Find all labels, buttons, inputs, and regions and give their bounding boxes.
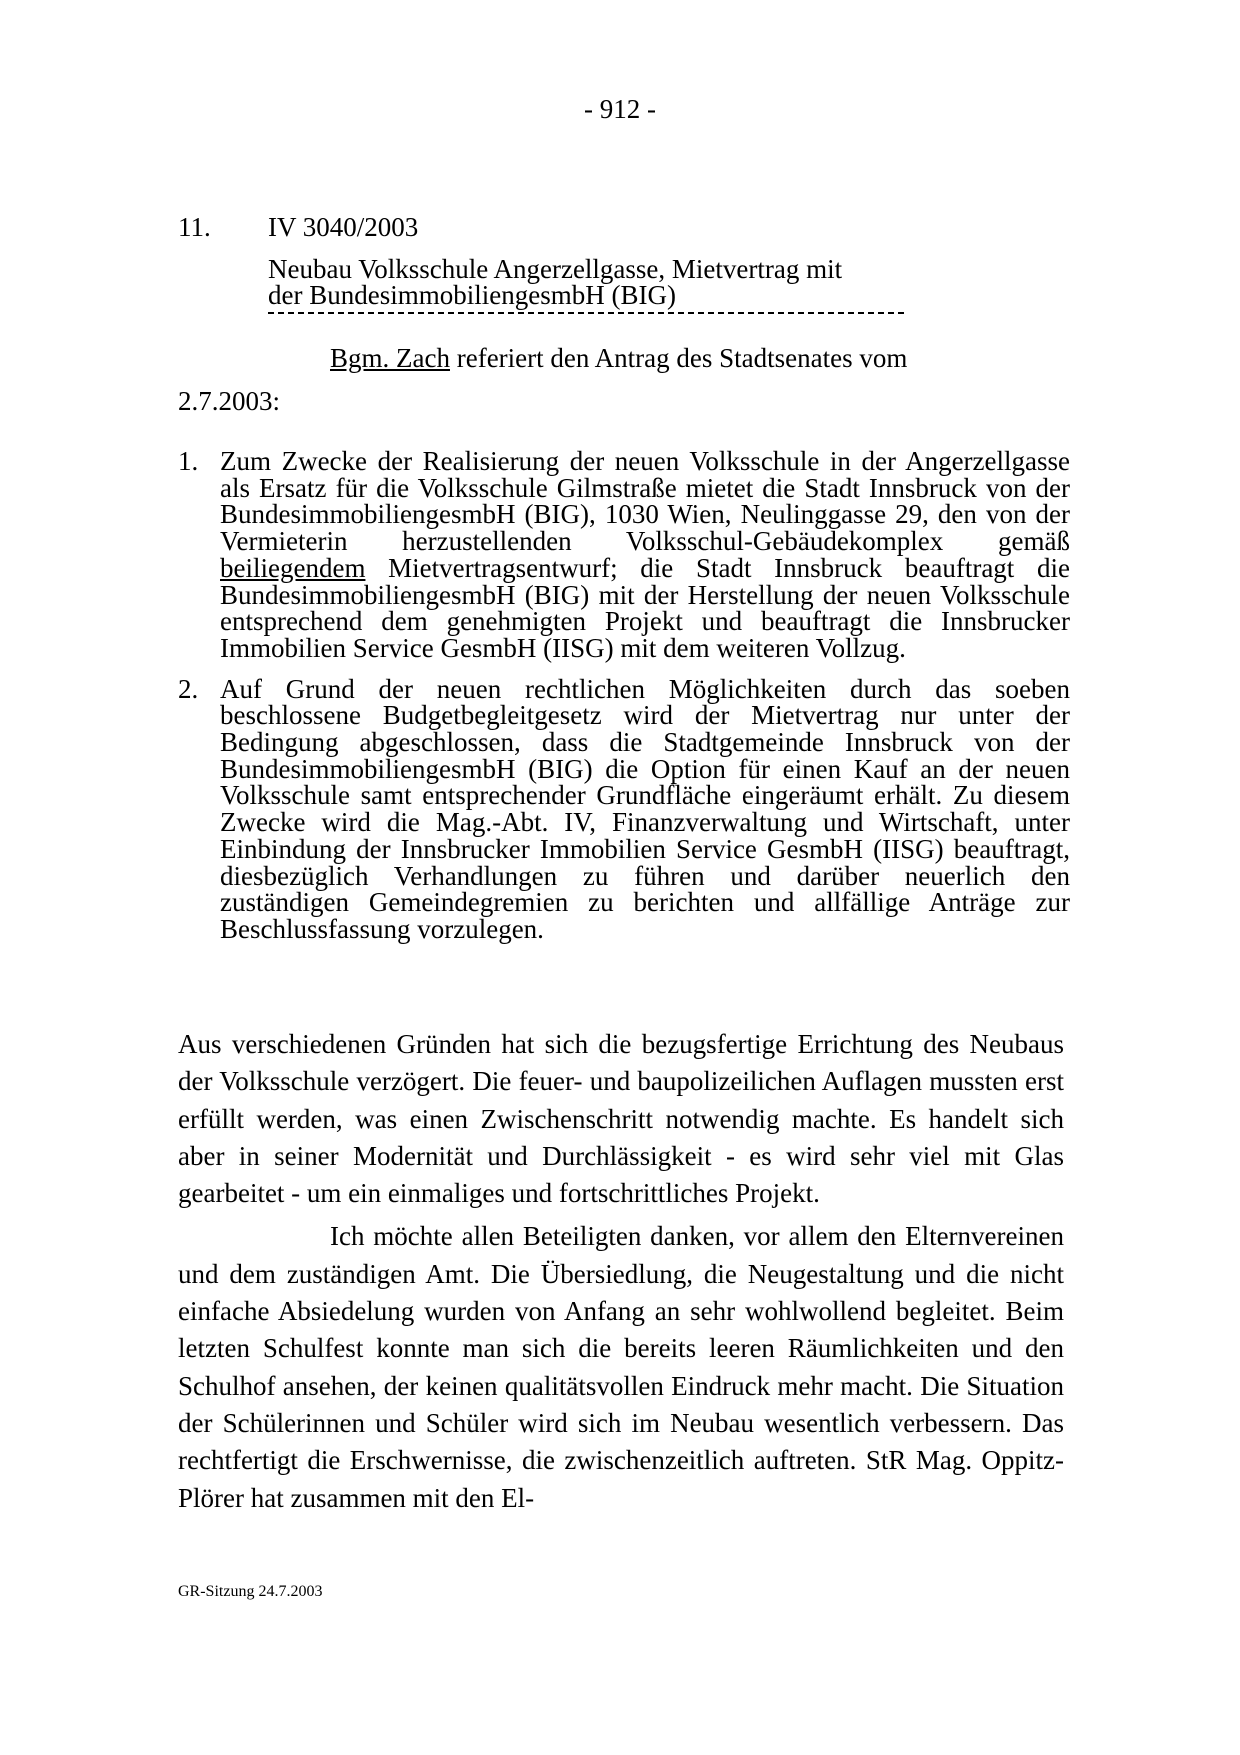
agenda-item-title bbox=[268, 256, 948, 308]
speech-body bbox=[178, 1026, 1064, 1523]
agenda-item-title-line: der BundesimmobiliengesmbH (BIG) bbox=[268, 280, 676, 310]
title-dashed-divider bbox=[268, 312, 904, 314]
agenda-item-reference: IV 3040/2003 bbox=[268, 212, 419, 242]
motion-item bbox=[178, 673, 1070, 944]
referent-name: Bgm. Zach bbox=[330, 343, 450, 373]
motion-item bbox=[178, 448, 1070, 662]
body-paragraph: Aus verschiedenen Gründen hat sich die bezugsfertige Errichtung des Neubaus der Volksschule verzögert. Die feuer- und baupolizeilichen Auflagen mussten erst erfüllt werden, was einen Zwischenschritt notwendig machte. Es handelt sich aber in seiner Modernität und Durchlässigkeit - es wird sehr viel mit Glas gearbeitet - um ein einmaliges und fortschrittliches Projekt. bbox=[178, 1029, 1064, 1209]
motion-text-part: Mietvertragsentwurf; die Stadt Innsbruck beauftragt die BundesimmobiliengesmbH (BIG) mit der Herstellung der neuen Volksschule entsprechend dem genehmigten Projekt und beauftragt die Innsbrucker Immobilien Service GesmbH (IISG) mit dem weiteren Vollzug. bbox=[220, 552, 1070, 663]
motion-underlined-word: beiliegendem bbox=[220, 552, 366, 583]
motion-date: 2.7.2003: bbox=[178, 386, 281, 416]
page-number: - 912 - bbox=[584, 94, 656, 124]
agenda-item-title-line: Neubau Volksschule Angerzellgasse, Mietvertrag mit bbox=[268, 254, 843, 284]
motion-text-part: Zum Zwecke der Realisierung der neuen Volksschule in der Angerzellgasse als Ersatz für die Volksschule Gilmstraße mietet die Stadt Innsbruck von der BundesimmobiliengesmbH (BIG), 1030 Wien, Neulinggasse 29, den von der Vermieterin herzustellenden Volksschul-Gebäudekomplex gemäß bbox=[220, 446, 1070, 557]
motion-text bbox=[220, 448, 1070, 662]
referent-line bbox=[330, 341, 907, 375]
motion-number: 1. bbox=[178, 446, 199, 476]
motion-list bbox=[178, 448, 1070, 957]
referent-text: referiert den Antrag des Stadtsenates vom bbox=[449, 343, 908, 373]
agenda-item-number: 11. bbox=[178, 212, 211, 242]
body-paragraph: Ich möchte allen Beteiligten danken, vor allem den Elternvereinen und dem zuständigen Amt. Die Übersiedlung, die Neugestaltung und die nicht einfache Absiedelung wurden von Anfang an sehr wohlwollend begleitet. Beim letzten Schulfest konnte man sich die bereits leeren Räumlichkeiten und den Schulhof ansehen, der keinen qualitätsvollen Eindruck mehr macht. Die Situation der Schülerinnen und Schüler wird sich im Neubau wesentlich verbessern. Das rechtfertigt die Erschwernisse, die zwischenzeitlich auftreten. StR Mag. Oppitz-Plörer hat zusammen mit den El- bbox=[178, 1221, 1064, 1513]
motion-text: Auf Grund der neuen rechtlichen Möglichkeiten durch das soeben beschlossene Budgetbegleitgesetz wird der Mietvertrag nur unter der Bedingung abgeschlossen, dass die Stadtgemeinde Innsbruck von der BundesimmobiliengesmbH (BIG) die Option für einen Kauf an der neuen Volksschule samt entsprechender Grundfläche eingeräumt erhält. Zu diesem Zwecke wird die Mag.-Abt. IV, Finanzverwaltung und Wirtschaft, unter Einbindung der Innsbrucker Immobilien Service GesmbH (IISG) beauftragt, diesbezüglich Verhandlungen zu führen und darüber neuerlich den zuständigen Gemeindegremien zu berichten und allfällige Anträge zur Beschlussfassung vorzulegen. bbox=[220, 673, 1070, 944]
motion-number: 2. bbox=[178, 673, 199, 704]
footer-session-label: GR-Sitzung 24.7.2003 bbox=[178, 1583, 323, 1600]
